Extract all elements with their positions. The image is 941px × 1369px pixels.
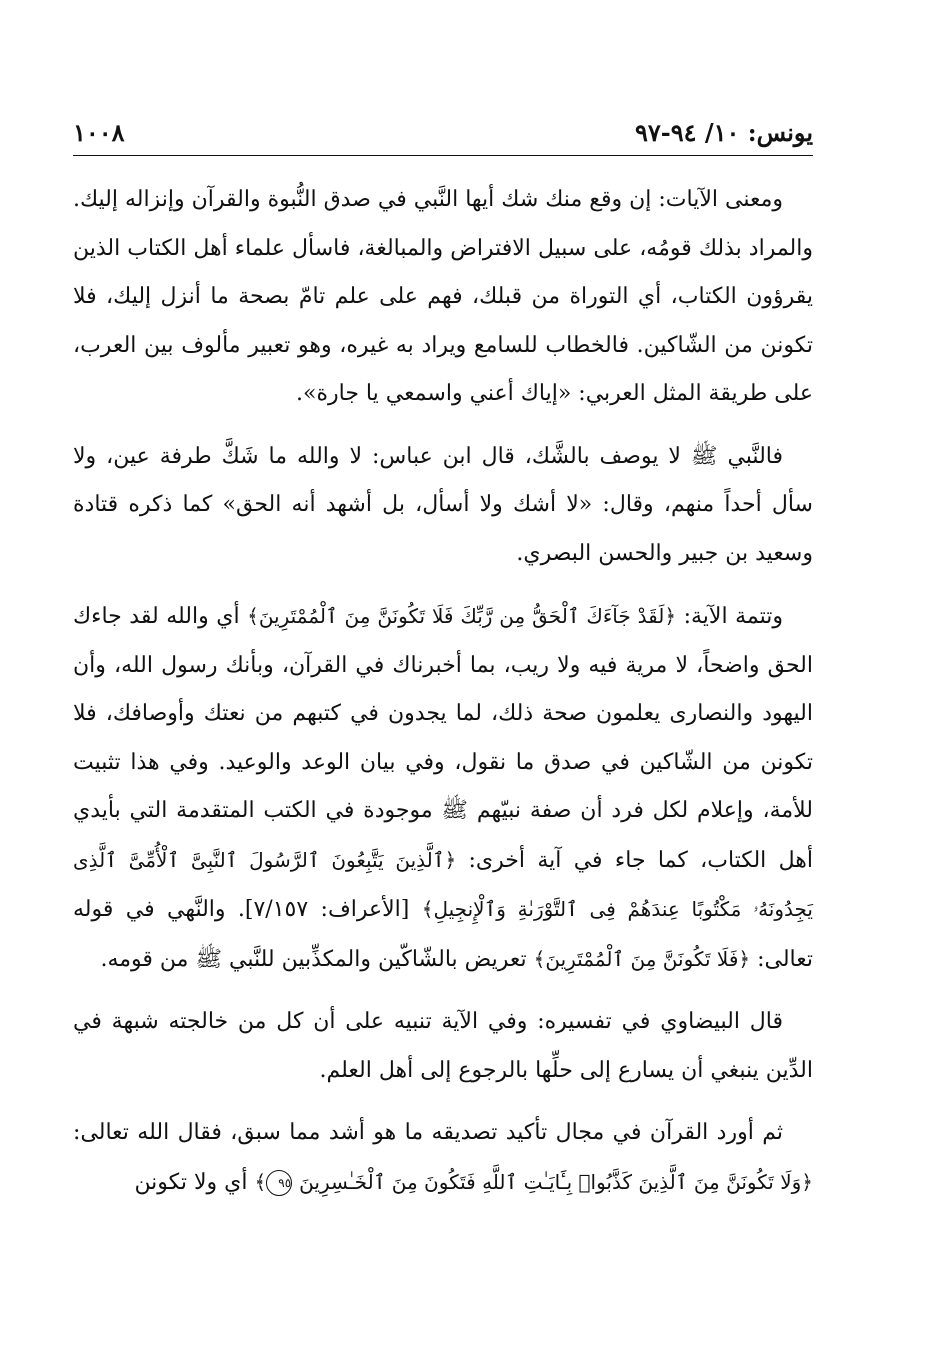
paragraph-further-confirmation bbox=[73, 1109, 813, 1207]
text-segment: وتتمة الآية: bbox=[676, 604, 784, 629]
quran-quote: ﴿ٱلَّذِينَ يَتَّبِعُونَ ٱلرَّسُولَ ٱلنَّبِىَّ ٱلْأُمِّىَّ ٱلَّذِى يَجِدُونَهُۥ مَكْتُوبًا عِندَهُمْ فِى ٱلتَّوْرَىٰةِ وَٱلْإِنجِيلِ﴾ bbox=[73, 847, 813, 921]
running-title: يونس: ١٠/ ٩٤-٩٧ bbox=[634, 118, 813, 147]
text-segment: أي والله لقد جاءك الحق واضحاً، لا مرية فيه ولا ريب، بما أخبرناك في القرآن، وبأنك رسول الله، وأن اليهود والنصارى يعلمون صحة ذلك، لما يجدون في كتبهم من نعتك وأوصافك، فلا تكونن من الشّاكين في صدق ما نقول، وفي بيان الوعد والوعيد. وفي هذا تثبيت للأمة، وإعلام لكل فرد أن صفة نبيّهم ﷺ موجودة في الكتب المتقدمة التي بأيدي أهل الكتاب، كما جاء في آية أخرى: bbox=[73, 604, 813, 873]
quran-quote: ﴿فَلَا تَكُونَنَّ مِنَ ٱلْمُمْتَرِينَ﴾ bbox=[533, 946, 751, 971]
paragraph-baydawi: قال البيضاوي في تفسيره: وفي الآية تنبيه على أن كل من خالجته شبهة في الدِّين ينبغي أن يسارع إلى حلِّها بالرجوع إلى أهل العلم. bbox=[73, 1009, 813, 1083]
quran-quote: ﴿لَقَدْ جَآءَكَ ٱلْحَقُّ مِن رَّبِّكَ فَلَا تَكُونَنَّ مِنَ ٱلْمُمْتَرِينَ﴾ bbox=[247, 604, 677, 628]
text-segment: [الأعراف: ٧/١٥٧]. والنَّهي في قوله تعالى: bbox=[73, 897, 813, 972]
paragraph-meaning: ومعنى الآيات: إن وقع منك شك أيها النَّبي في صدق النُّبوة والقرآن وإنزاله إليك. والمراد بذلك قومُه، على سبيل الافتراض والمبالغة، فاسأل علماء أهل الكتاب الذين يقرؤون الكتاب، أي التوراة من قبلك، فهم على علم تامّ بصحة ما أنزل إليك، فلا تكونن من الشّاكين. فالخطاب للسامع ويراد به غيره، وهو تعبير مألوف بين العرب، على طريقة المثل العربي: «إياك أعني واسمعي يا جارة». bbox=[73, 187, 813, 406]
text-segment: ثم أورد القرآن في مجال تأكيد تصديقه ما هو أشد مما سبق، فقال الله تعالى: bbox=[73, 1120, 783, 1145]
quran-quote-end: ﴾ bbox=[254, 1169, 267, 1194]
page-number: ١٠٠٨ bbox=[73, 118, 125, 147]
text-segment: أي ولا تكونن bbox=[134, 1169, 255, 1195]
text-segment: تعريض بالشّاكّين والمكذِّبين للنَّبي ﷺ من قومه. bbox=[100, 946, 534, 972]
page-header bbox=[73, 112, 813, 156]
page-body bbox=[73, 176, 813, 1207]
paragraph-prophet-no-doubt: فالنَّبي ﷺ لا يوصف بالشَّك، قال ابن عباس: لا والله ما شَكَّ طرفة عين، ولا سأل أحداً منهم، وقال: «لا أشك ولا أسأل، بل أشهد أنه الحق» كما ذكره قتادة وسعيد بن جبير والحسن البصري. bbox=[73, 443, 813, 566]
ayah-number-marker: ٩٥ bbox=[266, 1170, 292, 1196]
quran-quote: ﴿وَلَا تَكُونَنَّ مِنَ ٱلَّذِينَ كَذَّبُوا۟ بِـَٔايَـٰتِ ٱللَّهِ فَتَكُونَ مِنَ ٱلْخَـٰسِرِينَ bbox=[299, 1169, 813, 1194]
paragraph-verse-completion bbox=[73, 592, 813, 984]
